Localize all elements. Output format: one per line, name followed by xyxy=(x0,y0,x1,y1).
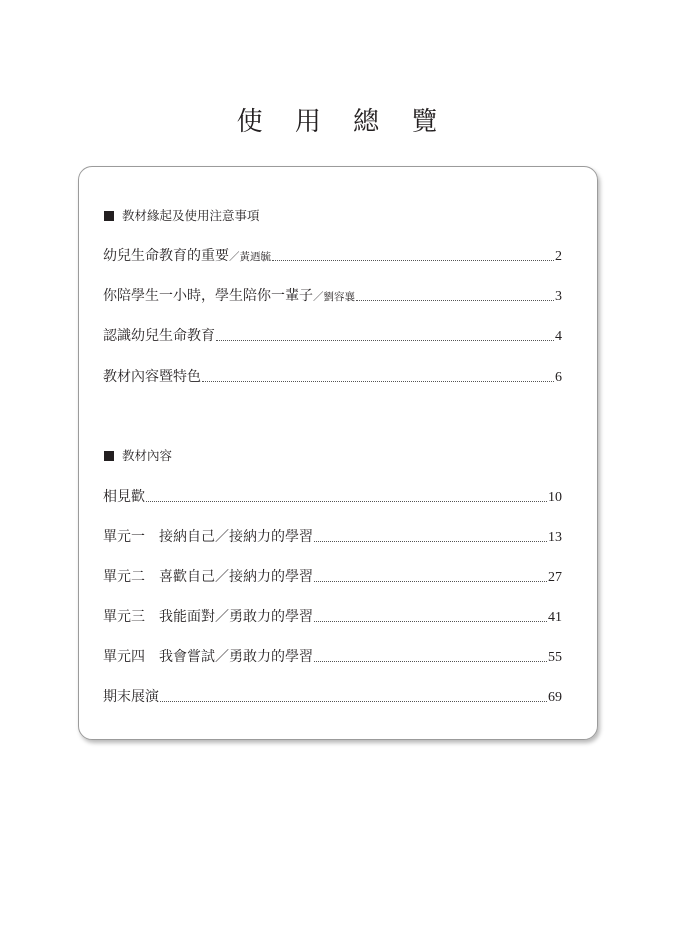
entry-page-number: 55 xyxy=(548,650,562,665)
dot-leader xyxy=(356,300,554,301)
toc-entry[interactable] xyxy=(103,606,562,628)
toc-entry[interactable] xyxy=(103,566,562,588)
entry-page-number: 27 xyxy=(548,570,562,585)
page-title: 使 用 總 覽 xyxy=(236,107,450,137)
entry-page-number: 6 xyxy=(555,370,562,385)
toc-entry[interactable] xyxy=(103,366,562,388)
entry-author: ／黃迺毓 xyxy=(229,251,271,263)
entry-title: 幼兒生命教育的重要 xyxy=(103,248,229,264)
entry-title: 教材內容暨特色 xyxy=(103,369,201,385)
entry-title: 相見歡 xyxy=(103,489,145,505)
entry-title: 單元一 接納自己／接納力的學習 xyxy=(103,529,313,545)
entry-title: 認識幼兒生命教育 xyxy=(103,328,215,344)
entry-title: 你陪學生一小時，學生陪你一輩子 xyxy=(103,288,313,304)
black-square-icon xyxy=(104,451,114,461)
toc-entry[interactable] xyxy=(103,646,562,668)
dot-leader xyxy=(314,661,547,662)
entry-title: 單元二 喜歡自己／接納力的學習 xyxy=(103,569,313,585)
entry-title: 單元四 我會嘗試／勇敢力的學習 xyxy=(103,649,313,665)
toc-entry[interactable] xyxy=(103,325,562,347)
entry-page-number: 4 xyxy=(555,329,562,344)
entry-page-number: 2 xyxy=(555,249,562,264)
entry-page-number: 69 xyxy=(548,690,562,705)
black-square-icon xyxy=(104,211,114,221)
section-heading-contents xyxy=(104,448,172,464)
dot-leader xyxy=(314,621,547,622)
dot-leader xyxy=(202,381,554,382)
section-heading-origins xyxy=(104,208,260,224)
dot-leader xyxy=(314,581,547,582)
entry-author: ／劉容襄 xyxy=(313,291,355,303)
entry-title: 期末展演 xyxy=(103,689,159,705)
entry-page-number: 41 xyxy=(548,610,562,625)
dot-leader xyxy=(216,340,554,341)
entry-page-number: 13 xyxy=(548,530,562,545)
dot-leader xyxy=(272,260,554,261)
entry-page-number: 3 xyxy=(555,289,562,304)
dot-leader xyxy=(146,501,547,502)
dot-leader xyxy=(314,541,547,542)
section-heading-label: 教材緣起及使用注意事項 xyxy=(122,208,260,223)
toc-entry[interactable] xyxy=(103,686,562,708)
toc-entry[interactable] xyxy=(103,285,562,307)
entry-page-number: 10 xyxy=(548,490,562,505)
toc-entry[interactable] xyxy=(103,245,562,267)
toc-entry[interactable] xyxy=(103,526,562,548)
section-heading-label: 教材內容 xyxy=(122,448,173,463)
toc-entry[interactable] xyxy=(103,486,562,508)
entry-title: 單元三 我能面對／勇敢力的學習 xyxy=(103,609,313,625)
dot-leader xyxy=(160,701,547,702)
